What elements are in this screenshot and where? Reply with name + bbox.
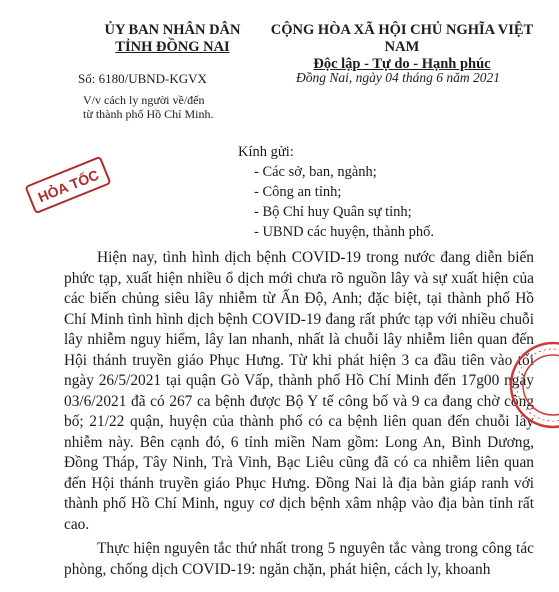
subject-line1: V/v cách ly người về/đến bbox=[83, 93, 205, 107]
national-header bbox=[252, 22, 552, 73]
nation-name: CỘNG HÒA XÃ HỘI CHỦ NGHĨA VIỆT NAM bbox=[270, 22, 534, 55]
recipients-block bbox=[238, 142, 434, 242]
recipients-intro: Kính gửi: bbox=[238, 144, 294, 160]
recipient-item: - Bộ Chỉ huy Quân sự tỉnh; bbox=[254, 204, 412, 220]
recipient-item: - Công an tỉnh; bbox=[254, 184, 342, 200]
document-date: Đồng Nai, ngày 04 tháng 6 năm 2021 bbox=[296, 70, 500, 85]
agency-name-line2: TỈNH ĐỒNG NAI bbox=[115, 39, 230, 55]
agency-name-line1: ỦY BAN NHÂN DÂN bbox=[104, 22, 241, 38]
urgent-stamp bbox=[22, 151, 115, 220]
document-subject bbox=[83, 93, 273, 121]
document-body bbox=[64, 248, 534, 580]
recipient-item: - Các sở, ban, ngành; bbox=[254, 164, 377, 180]
national-motto: Độc lập - Tự do - Hạnh phúc bbox=[313, 56, 491, 72]
body-paragraph-1: Hiện nay, tình hình dịch bệnh COVID-19 trong nước đang diễn biến phức tạp, xuất hiện nhiều ổ dịch mới chưa rõ nguồn lây và sự xuất hiện của các biến chủng siêu lây nhiễm từ Ấn Độ, Anh; đặc biệt, tại thành phố Hồ Chí Minh tình hình dịch bệnh COVID-19 đang rất phức tạp với nhiều chuỗi lây nhiễm nguy hiểm, lây lan nhanh, nhất là chuỗi lây nhiễm liên quan đến Hội thánh truyền giáo Phục Hưng. Từ khi phát hiện 3 ca đầu tiên vào tối ngày 26/5/2021 tại quận Gò Vấp, thành phố Hồ Chí Minh đến 17g00 ngày 03/6/2021 đã có 267 ca bệnh được Bộ Y tế công bố và 9 ca đang chờ công bố; 21/22 quận, huyện của thành phố có ca bệnh liên quan đến chuỗi lây nhiễm này. Bên cạnh đó, 6 tỉnh miền Nam gồm: Long An, Bình Dương, Đồng Tháp, Tây Ninh, Trà Vinh, Bạc Liêu cũng đã có ca nhiễm liên quan đến Hội thánh truyền giáo Phục Hưng. Đồng Nai là địa bàn giáp ranh với thành phố Hồ Chí Minh, nguy cơ dịch bệnh xâm nhập vào địa bàn tỉnh rất cao. bbox=[64, 249, 534, 533]
official-seal-icon bbox=[508, 340, 559, 430]
body-paragraph-2: Thực hiện nguyên tắc thứ nhất trong 5 nguyên tắc vàng trong công tác phòng, chống dịch COVID-19: ngăn chặn, phát hiện, cách ly, khoanh bbox=[64, 540, 534, 578]
issuing-agency bbox=[70, 22, 275, 56]
subject-line2: từ thành phố Hồ Chí Minh. bbox=[83, 107, 214, 121]
urgent-stamp-text: HỎA TỐC bbox=[35, 166, 102, 206]
recipient-item: - UBND các huyện, thành phố. bbox=[254, 224, 434, 240]
document-number: Số: 6180/UBND-KGVX bbox=[78, 71, 207, 86]
